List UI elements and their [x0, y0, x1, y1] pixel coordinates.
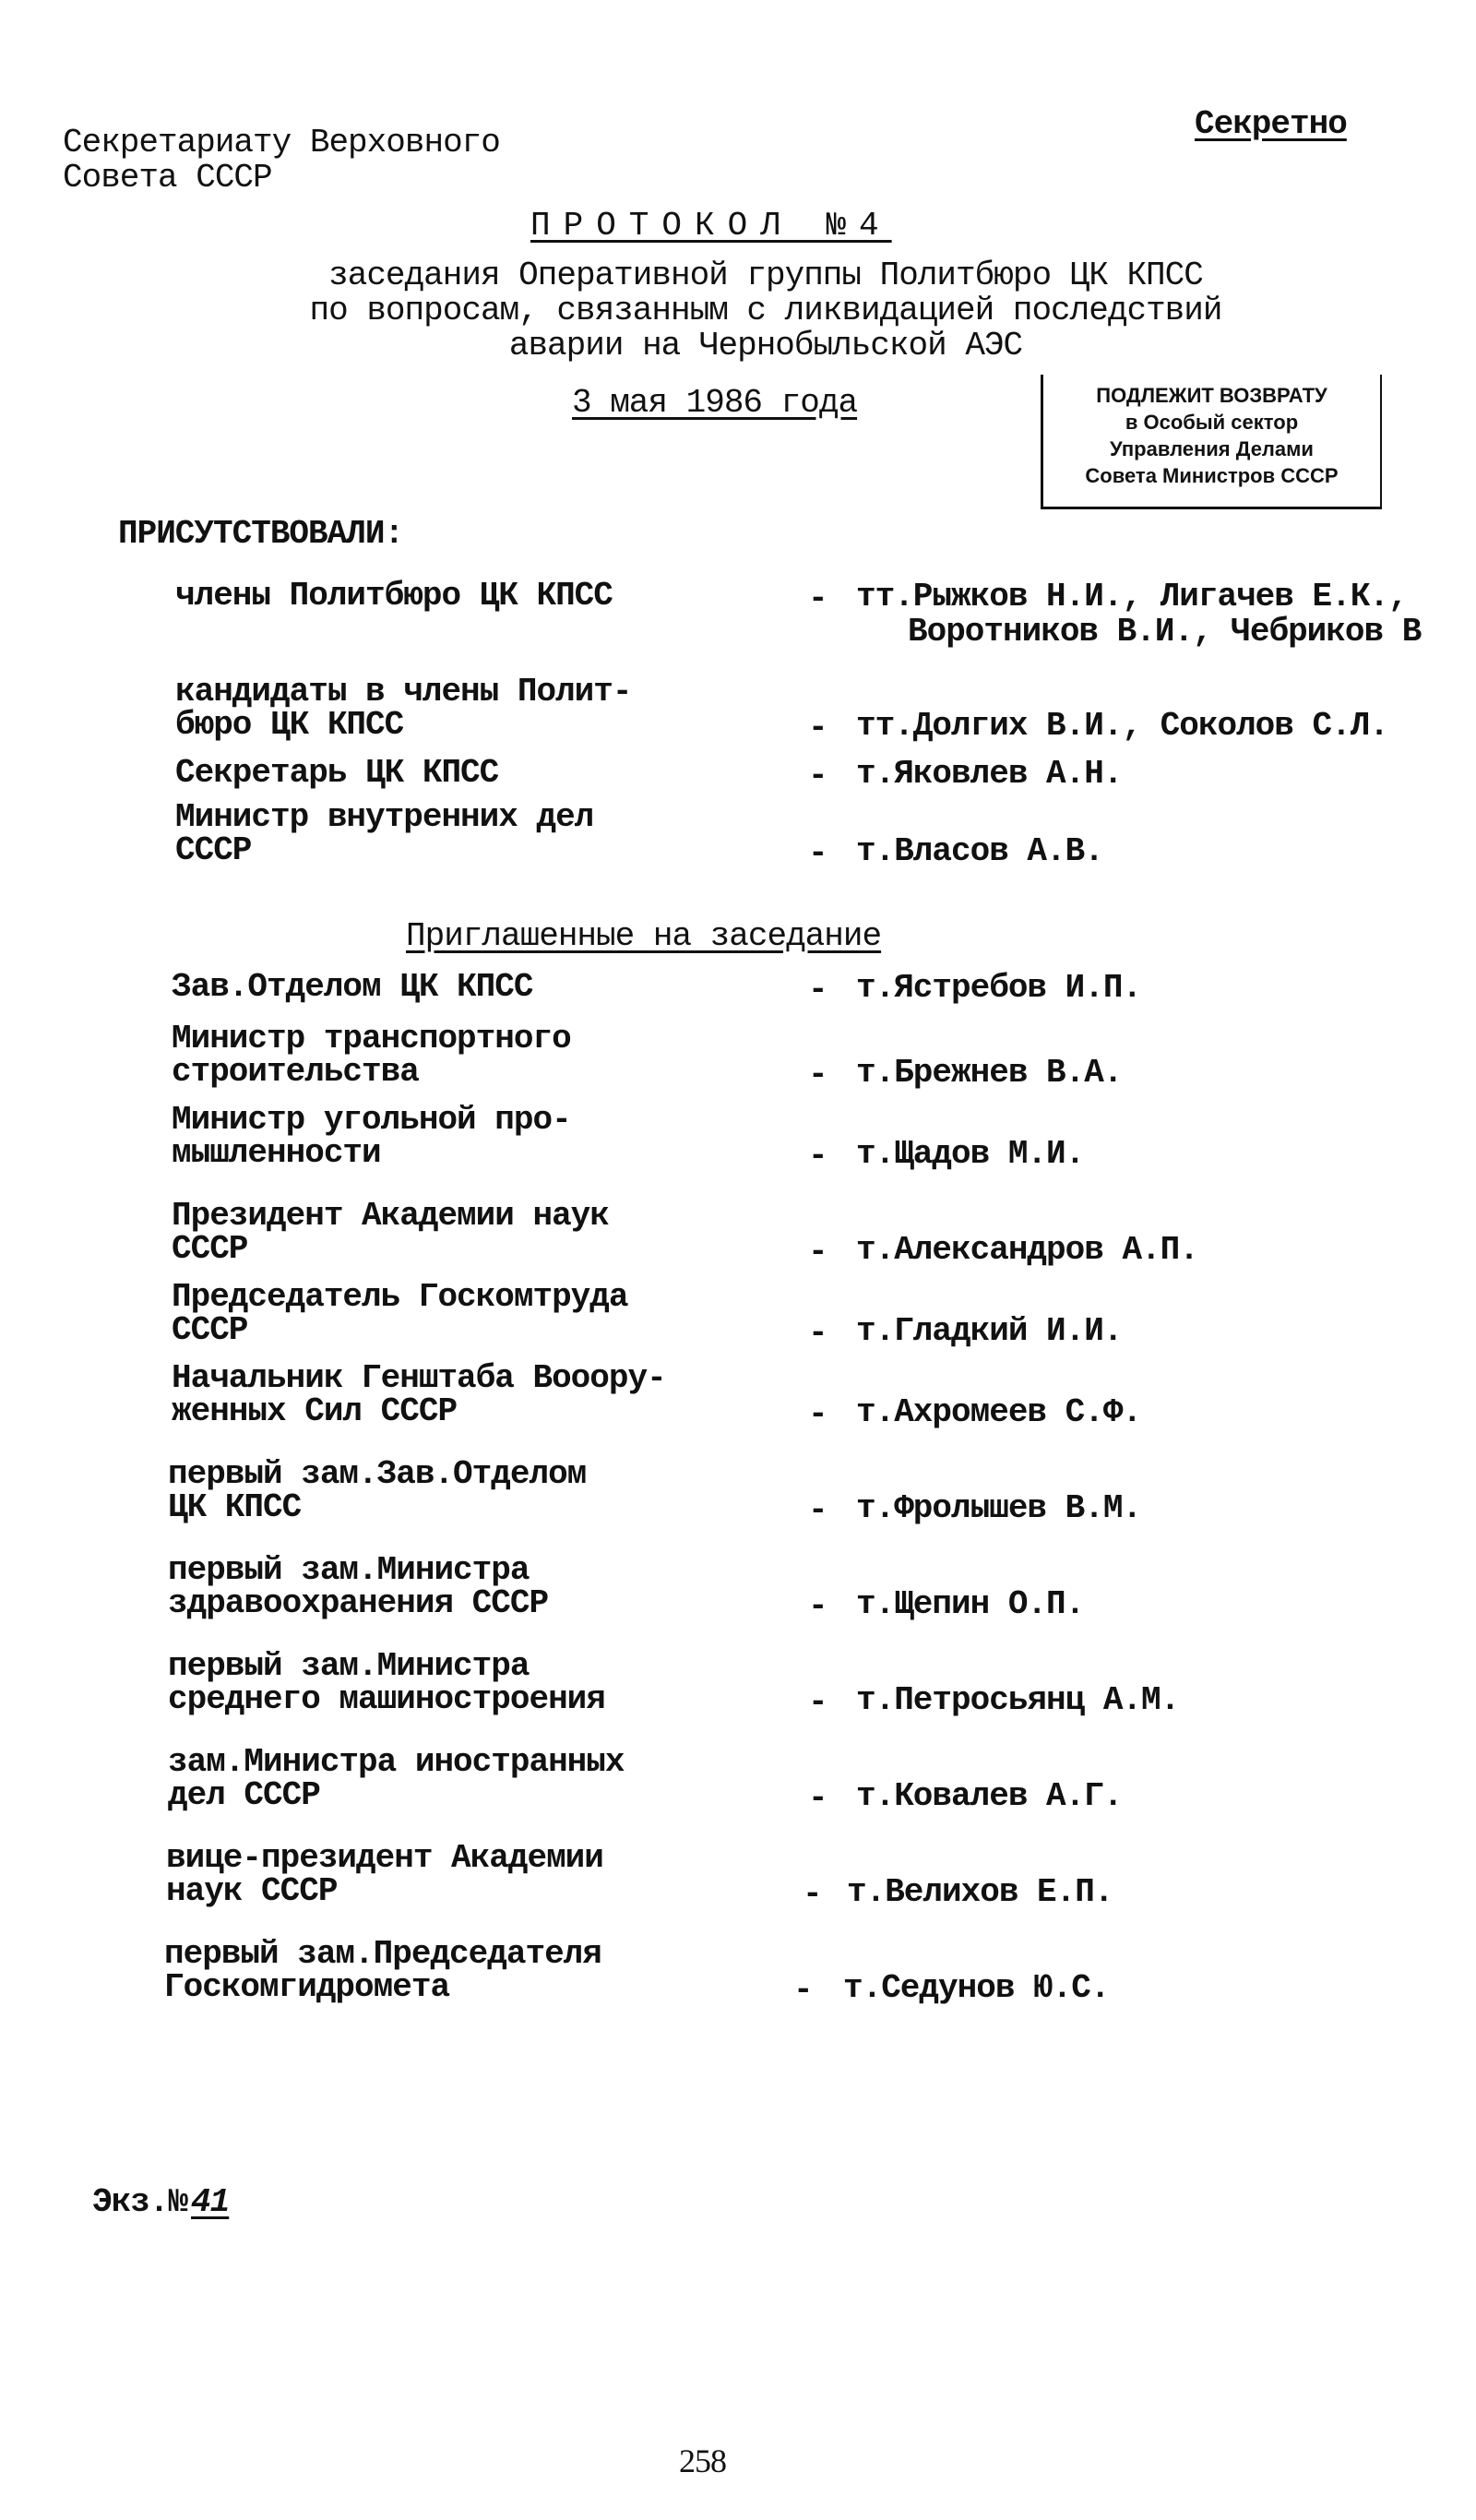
dash: -: [808, 834, 828, 872]
present-role: [175, 675, 631, 742]
role-line: мышленности: [172, 1134, 381, 1172]
role-line: Зав.Отделом ЦК КПСС: [172, 968, 533, 1006]
role-line: наук СССР: [166, 1872, 338, 1910]
invited-name: т.Ястребов И.П.: [856, 969, 1142, 1007]
dash: -: [808, 1683, 828, 1721]
role-line: первый зам.Председателя: [164, 1935, 601, 1973]
copy-label: Экз.№: [92, 2183, 188, 2221]
role-line: члены Политбюро ЦК КПСС: [175, 577, 613, 615]
role-line: среднего машиностроения: [168, 1680, 605, 1718]
invited-role: [168, 1455, 587, 1526]
role-line: СССР: [172, 1311, 248, 1349]
stamp-line: в Особый сектор: [1125, 411, 1299, 434]
role-line: кандидаты в члены Полит-: [175, 673, 632, 711]
names-line: т.Яковлев А.Н.: [856, 755, 1123, 793]
role-line: бюро ЦК КПСС: [175, 706, 404, 744]
present-names: [856, 757, 1122, 792]
role-line: ЦК КПСС: [168, 1488, 302, 1526]
role-line: первый зам.Зав.Отделом: [168, 1455, 587, 1493]
invited-name: т.Брежнев В.А.: [856, 1054, 1123, 1092]
role-line: здравоохранения СССР: [168, 1584, 549, 1622]
role-line: Министр транспортного: [172, 1020, 571, 1057]
present-role: [175, 798, 594, 869]
invited-role: [168, 1551, 549, 1622]
invited-role: [166, 1839, 603, 1910]
page-number: 258: [679, 2442, 726, 2479]
role-line: Секретарь ЦК КПСС: [175, 754, 499, 792]
role-line: СССР: [172, 1230, 248, 1268]
role-line: Министр внутренних дел: [175, 798, 594, 836]
invited-role: [172, 1359, 666, 1430]
classification-label: Секретно: [1195, 105, 1347, 143]
dash: -: [808, 1587, 828, 1625]
dash: -: [808, 1491, 828, 1529]
role-line: СССР: [175, 831, 252, 869]
invited-role: [172, 1101, 571, 1172]
subtitle-line: аварии на Чернобыльской АЭС: [508, 327, 1023, 364]
role-line: Президент Академии наук: [172, 1197, 609, 1235]
role-line: Председатель Госкомтруда: [172, 1278, 628, 1316]
addressee-block: [63, 125, 500, 196]
subtitle-line: по вопросам, связанным с ликвидацией последствий: [309, 292, 1222, 329]
copy-number-value: 41: [191, 2183, 230, 2221]
role-line: женных Сил СССР: [172, 1392, 458, 1430]
invited-name: т.Петросьянц А.М.: [856, 1681, 1180, 1719]
addressee-line: Совета СССР: [63, 159, 272, 197]
dash: -: [803, 1875, 823, 1913]
invited-role: [172, 968, 533, 1006]
role-line: Госкомгидромета: [164, 1968, 450, 2006]
protocol-title: ПРОТОКОЛ №4: [530, 207, 892, 245]
invited-role: [164, 1935, 601, 2006]
present-names: [856, 709, 1388, 744]
dash: -: [808, 579, 828, 617]
invited-role: [172, 1278, 628, 1349]
role-line: Начальник Генштаба Вооору-: [172, 1359, 666, 1397]
copy-number: [92, 2185, 242, 2220]
dash: -: [808, 1233, 828, 1271]
invited-name: т.Ковалев А.Г.: [856, 1777, 1123, 1815]
invited-name: т.Гладкий И.И.: [856, 1312, 1123, 1350]
return-stamp: [1041, 375, 1382, 509]
invited-heading: Приглашенные на заседание: [406, 917, 882, 955]
subtitle-line: заседания Оперативной группы Политбюро ЦК КПСС: [328, 257, 1203, 294]
dash: -: [808, 757, 828, 794]
dash: -: [808, 1137, 828, 1175]
stamp-line: ПОДЛЕЖИТ ВОЗВРАТУ: [1096, 384, 1327, 407]
present-names: [856, 579, 1421, 650]
meeting-date: 3 мая 1986 года: [572, 384, 858, 422]
names-line: тт.Рыжков Н.И., Лигачев Е.К.,: [856, 578, 1408, 615]
dash: -: [793, 1971, 814, 2009]
invited-role: [172, 1197, 609, 1268]
invited-role: [168, 1743, 625, 1814]
present-names: [856, 834, 1103, 869]
invited-name: т.Ахромеев С.Ф.: [856, 1393, 1142, 1431]
names-line: Воротников В.И., Чебриков В: [908, 613, 1422, 651]
present-role: [175, 579, 613, 613]
role-line: дел СССР: [168, 1776, 320, 1814]
dash: -: [808, 709, 828, 746]
role-line: Министр угольной про-: [172, 1101, 571, 1139]
names-line: тт.Долгих В.И., Соколов С.Л.: [856, 707, 1388, 745]
role-line: зам.Министра иностранных: [168, 1743, 625, 1781]
dash: -: [808, 971, 828, 1009]
invited-name: т.Седунов Ю.С.: [843, 1969, 1110, 2007]
invited-role: [168, 1647, 605, 1718]
dash: -: [808, 1395, 828, 1433]
present-heading: ПРИСУТСТВОВАЛИ:: [118, 515, 404, 553]
names-line: т.Власов А.В.: [856, 832, 1103, 870]
stamp-line: Управления Делами: [1110, 437, 1314, 460]
role-line: вице-президент Академии: [166, 1839, 603, 1877]
invited-name: т.Щадов М.И.: [856, 1135, 1085, 1173]
protocol-subtitle: [277, 258, 1255, 364]
addressee-line: Секретариату Верховного: [63, 124, 500, 161]
invited-name: т.Александров А.П.: [856, 1231, 1198, 1269]
invited-name: т.Велихов Е.П.: [847, 1873, 1113, 1911]
invited-name: т.Фролышев В.М.: [856, 1489, 1142, 1527]
role-line: первый зам.Министра: [168, 1551, 530, 1589]
dash: -: [808, 1056, 828, 1093]
invited-name: т.Щепин О.П.: [856, 1585, 1085, 1623]
dash: -: [808, 1314, 828, 1352]
stamp-line: Совета Министров СССР: [1085, 464, 1339, 487]
role-line: первый зам.Министра: [168, 1647, 530, 1685]
dash: -: [808, 1779, 828, 1817]
present-role: [175, 754, 499, 792]
role-line: строительства: [172, 1053, 419, 1091]
invited-role: [172, 1022, 571, 1089]
